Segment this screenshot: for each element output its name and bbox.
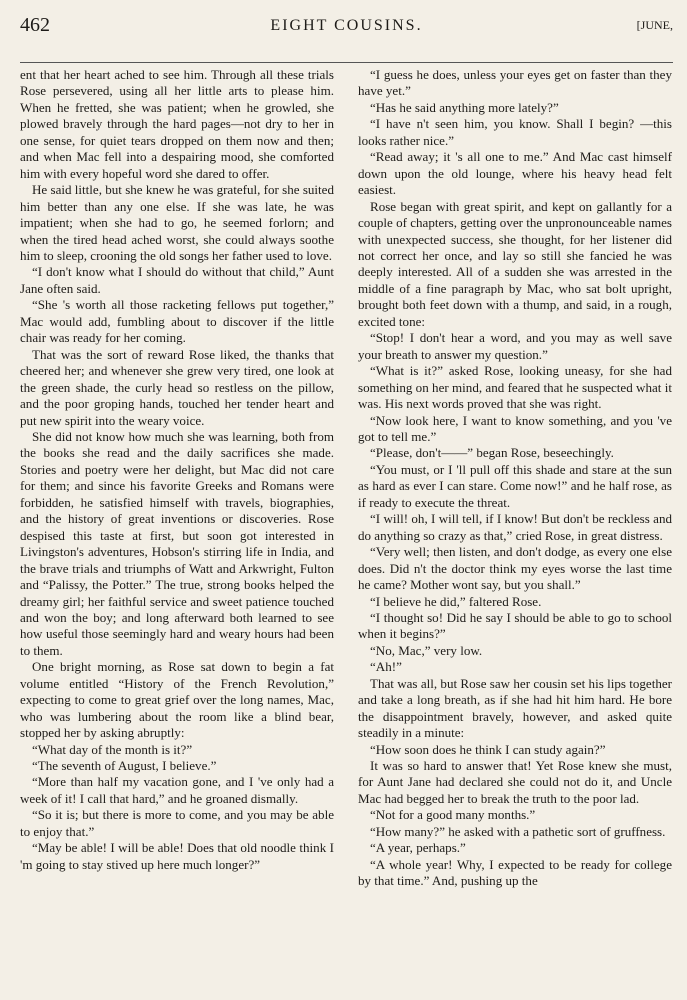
paragraph: “She 's worth all those racketing fellows put together,” Mac would add, fumbling about to discover if the little chair was ready for her coming. bbox=[20, 297, 334, 346]
running-title: EIGHT COUSINS. bbox=[270, 17, 423, 34]
issue-month: [JUNE, bbox=[636, 18, 673, 32]
paragraph: “A whole year! Why, I expected to be ready for college by that time.” And, pushing up the bbox=[358, 856, 672, 889]
paragraph: “You must, or I 'll pull off this shade and stare at the sun as hard as ever I can stare. Come now!” and he half rose, as if ready to execute the threat. bbox=[358, 461, 672, 510]
paragraph: Rose began with great spirit, and kept on gallantly for a couple of chapters, getting over the unpronounceable names with unexpected success, she thought, for her listener did not correct her once, and lay so still she fancied he was deeply interested. All of a sudden she was arrested in the middle of a fine paragraph by Mac, who sat bolt upright, brought both feet down with a thump, and said, in a rough, excited tone: bbox=[358, 198, 672, 329]
paragraph: That was all, but Rose saw her cousin set his lips together and take a long breath, as if she had hit him hard. He bore the disappointment bravely, however, and asked quite steadily in a minute: bbox=[358, 675, 672, 741]
paragraph: He said little, but she knew he was grateful, for she suited him better than any one else. If she was late, he was impatient; when she had to go, he seemed forlorn; and when the tired head ached worst, she could always soothe him to sleep, crooning the old songs her father used to love. bbox=[20, 182, 334, 263]
paragraph: “Now look here, I want to know something, and you 've got to tell me.” bbox=[358, 412, 672, 444]
paragraph: “Stop! I don't hear a word, and you may as well save your breath to answer my question.” bbox=[358, 330, 672, 362]
paragraph: She did not know how much she was learning, both from the books she read and the daily sacrifices she made. Stories and poetry were her delight, but Mac did not care for them; and since his favorite Greeks and Romans were forbidden, he satisfied himself with travels, biographies, and the history of great inventions or discoveries. Rose despised this taste at first, but soon got interested in Livingston's adventures, Hobson's stirring life in India, and the brave trials and triumphs of Watt and Arkwright, Fulton and “Palissy, the Potter.” The true, strong books helped the dreamy girl; her faithful service and sweet patience touched and won the boy; and long afterward both learned to see how useful those seemingly hard and weary hours had been to them. bbox=[20, 428, 334, 658]
paragraph: “Has he said anything more lately?” bbox=[370, 99, 559, 115]
paragraph: ent that her heart ached to see him. Through all these trials Rose persevered, using all her little arts to please him. When he fretted, she was patient; when he growled, she plowed bravely through the hard pages—not dry to her in one sense, for quiet tears dropped on them now and then; and when Mac fell into a despairing mood, she comforted him with every hopeful word she dared to offer. bbox=[20, 67, 334, 181]
paragraph: “What is it?” asked Rose, looking uneasy, for she had something on her mind, and feared that he suspected what it was. His next words proved that she was right. bbox=[358, 363, 672, 412]
paragraph: “Ah!” bbox=[370, 659, 402, 675]
paragraph: “What day of the month is it?” bbox=[32, 741, 193, 757]
paragraph: “How soon does he think I can study again?” bbox=[370, 741, 606, 757]
paragraph: “Very well; then listen, and don't dodge, as every one else does. Did n't the doctor think my eyes worse the last time he came? Mother wont say, but you shall.” bbox=[358, 544, 672, 593]
paragraph: “Please, don't——” began Rose, beseechingly. bbox=[370, 445, 614, 461]
right-column bbox=[358, 67, 672, 890]
paragraph: That was the sort of reward Rose liked, the thanks that cheered her; and whenever she grew very tired, one look at the green shade, the curly head so restless on the pillow, and the poor groping hands, touched her tender heart and put new spirit into the weary voice. bbox=[20, 346, 334, 428]
paragraph: “No, Mac,” very low. bbox=[370, 642, 483, 658]
paragraph: “I have n't seen him, you know. Shall I begin? —this looks rather nice.” bbox=[358, 116, 672, 148]
paragraph: “I thought so! Did he say I should be able to go to school when it begins?” bbox=[358, 609, 672, 642]
paragraph: One bright morning, as Rose sat down to begin a fat volume entitled “History of the French Revolution,” expecting to come to great grief over the long names, Mac, who was lumbering about the room like a blind bear, stopped her by asking abruptly: bbox=[20, 659, 334, 741]
paragraph: “May be able! I will be able! Does that old noodle think I 'm going to stay stived up here much longer?” bbox=[20, 840, 334, 872]
header-rule bbox=[20, 62, 673, 63]
paragraph: “A year, perhaps.” bbox=[370, 840, 466, 856]
paragraph: “I believe he did,” faltered Rose. bbox=[370, 593, 542, 609]
page-header bbox=[20, 14, 673, 40]
paragraph: “The seventh of August, I believe.” bbox=[32, 758, 217, 774]
left-column bbox=[20, 67, 334, 873]
paragraph: “So it is; but there is more to come, and you may be able to enjoy that.” bbox=[20, 807, 334, 839]
paragraph: “I guess he does, unless your eyes get on faster than they have yet.” bbox=[358, 67, 672, 99]
paragraph: “More than half my vacation gone, and I 've only had a week of it! I call that hard,” and he groaned dismally. bbox=[20, 774, 334, 806]
paragraph: “I don't know what I should do without that child,” Aunt Jane often said. bbox=[20, 264, 334, 296]
paragraph: It was so hard to answer that! Yet Rose knew she must, for Aunt Jane had declared she could not do it, and Uncle Mac had begged her to break the truth to the poor lad. bbox=[358, 758, 672, 806]
paragraph: “I will! oh, I will tell, if I know! But don't be reckless and do anything so crazy as that,” cried Rose, in great distress. bbox=[358, 511, 672, 543]
paragraph: “Read away; it 's all one to me.” And Mac cast himself down upon the old lounge, where his heavy head felt easiest. bbox=[358, 149, 672, 198]
paragraph: “How many?” he asked with a pathetic sort of gruffness. bbox=[370, 823, 666, 839]
page-number: 462 bbox=[20, 14, 50, 36]
paragraph: “Not for a good many months.” bbox=[370, 807, 536, 823]
